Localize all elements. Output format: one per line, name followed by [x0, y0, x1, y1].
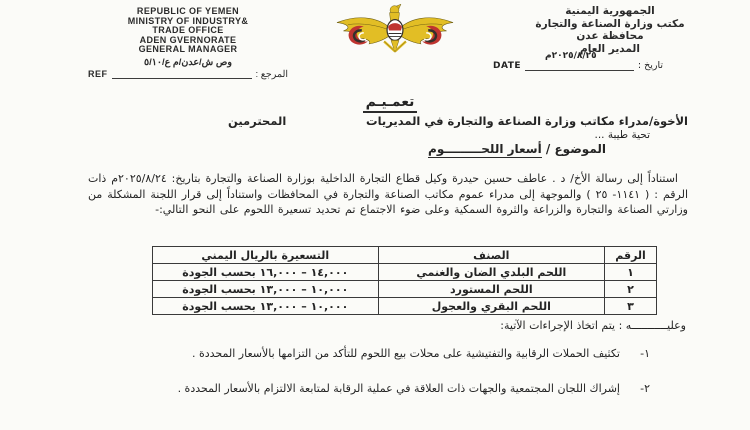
row-item: اللحم البقري والعجول — [378, 298, 605, 315]
table-row — [153, 281, 657, 298]
row-price: ١٠,٠٠٠ – ١٣,٠٠٠ بحسب الجودة — [153, 298, 379, 315]
body-paragraph: استناداً إلى رسالة الأخ/ د . عاطف حسين حيدرة وكيل قطاع التجارة الداخلية بوزارة الصناعة والتجارة بتاريخ: ٢٠٢٥/٨/٢٤م ذات الرقم : ( ١١٤١- ٢٥ ) والموجهة إلى مدراء عموم مكاتب الصناعة والتجارة في المحافظات واستناداً إلى قرار اللجنة المشكلة من وزارتي الصناعة والتجارة والزراعة والثروة السمكية وعلى ضوء الاجتماع تم تحديد تسعيرة اللحوم على النحو التالي:- — [88, 172, 689, 216]
table-header-row — [153, 247, 657, 264]
date-label-en: DATE — [493, 61, 522, 71]
letterhead-arabic — [482, 5, 738, 55]
circular-title: تعمـيـم — [30, 91, 750, 110]
row-item: اللحم البلدي الضان والغنمي — [378, 264, 605, 281]
action-text: إشراك اللجان المجتمعية والجهات ذات العلاقة في عملية الرقابة لمتابعة الالتزام بالأسعار المحددة . — [177, 382, 620, 395]
meat-prices-table — [152, 246, 657, 315]
addressee-honorific: المحترمين — [228, 114, 287, 128]
greeting-line: تحية طيبة ... — [594, 129, 650, 141]
letterhead-en-line: TRADE OFFICE — [152, 25, 224, 36]
action-number: ٢- — [640, 382, 650, 395]
addressee-to: الأخوة/مدراء مكاتب وزارة الصناعة والتجارة في المديريات — [366, 114, 688, 128]
col-header-item: الصنف — [378, 247, 605, 264]
ref-label-ar: المرجع : — [255, 68, 288, 80]
table-row — [153, 264, 657, 281]
date-value: ٢٠٢٥/٨/٢٥م — [545, 51, 597, 61]
row-price: ١٤,٠٠٠ – ١٦,٠٠٠ بحسب الجودة — [153, 264, 379, 281]
row-item: اللحم المستورد — [378, 281, 605, 298]
letterhead-en-line: MINISTRY OF INDUSTRY& — [127, 15, 249, 26]
row-number: ٣ — [605, 298, 657, 315]
action-item — [103, 381, 650, 396]
letterhead-en-line: ADEN GVERNORATE — [139, 34, 237, 45]
letterhead-ar-line: مكتب وزارة الصناعة والتجارة — [535, 17, 685, 30]
action-text: تكثيف الحملات الرقابية والتفتيشية على محلات بيع اللحوم للتأكد من التزامها بالأسعار المحددة . — [192, 347, 620, 360]
date-field — [493, 51, 663, 71]
addressee-line — [228, 114, 688, 128]
letterhead-ar-line: المدير العام — [580, 42, 640, 55]
ref-blank-line — [112, 71, 252, 79]
subject-value: أسعار اللحـــــــــوم — [428, 142, 542, 156]
actions-intro: وعليـــــــــــه : يتم اتخاذ الإجراءات الآتية: — [500, 319, 686, 332]
letterhead-ar-line: محافظة عدن — [576, 30, 644, 42]
subject-label: الموضوع / — [545, 142, 606, 156]
col-header-price: التسعيرة بالريال اليمني — [153, 247, 379, 264]
letterhead-english — [88, 7, 288, 79]
letterhead-en-line: GENERAL MANAGER — [138, 44, 238, 55]
reference-field — [88, 70, 288, 80]
date-blank-line — [525, 63, 634, 71]
col-header-number: الرقم — [605, 247, 657, 264]
date-label-ar: تاريخ : — [637, 60, 663, 71]
action-number: ١- — [640, 347, 650, 360]
yemen-coat-of-arms-icon — [333, 1, 457, 57]
row-number: ٢ — [605, 281, 657, 298]
row-number: ١ — [605, 264, 657, 281]
subject-line — [428, 142, 606, 156]
ref-label-en: REF — [88, 68, 108, 79]
letterhead-ar-line: الجمهورية اليمنية — [565, 5, 655, 17]
action-item — [103, 346, 650, 361]
letterhead-en-line: REPUBLIC OF YEMEN — [136, 6, 240, 16]
office-code: وص ش/عدن/م ع/٥/١٠ — [143, 56, 232, 68]
row-price: ١٠,٠٠٠ – ١٣,٠٠٠ بحسب الجودة — [153, 281, 379, 298]
table-row — [153, 298, 657, 315]
